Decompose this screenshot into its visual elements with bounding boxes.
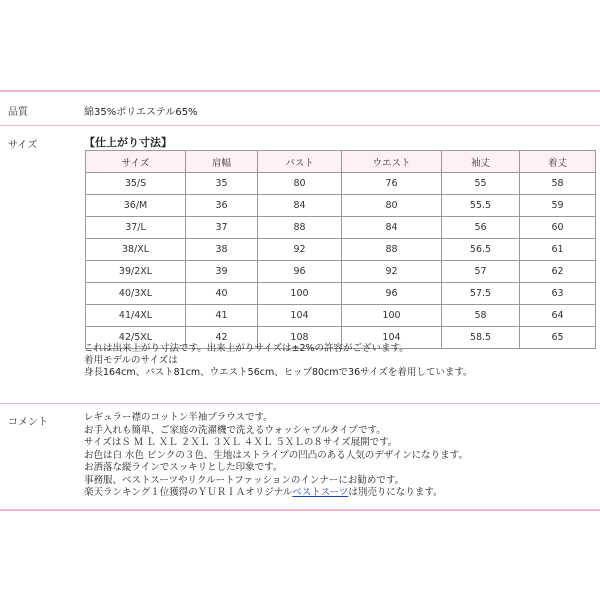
size-notes <box>84 343 473 379</box>
cell-size: 41/4XL <box>86 305 186 327</box>
comment-line: レギュラー襟のコットン半袖ブラウスです。 <box>84 412 273 423</box>
cell-waist: 88 <box>342 239 442 261</box>
col-header-sleeve: 袖丈 <box>442 151 520 173</box>
col-header-size: サイズ <box>86 151 186 173</box>
cell-sleeve: 57.5 <box>442 283 520 305</box>
size-note: 着用モデルのサイズは <box>84 355 178 366</box>
col-header-waist: ウエスト <box>342 151 442 173</box>
comment-row <box>0 404 600 511</box>
table-row <box>86 173 596 195</box>
table-row <box>86 239 596 261</box>
cell-bust: 104 <box>258 305 342 327</box>
cell-shoulder: 35 <box>186 173 258 195</box>
cell-waist: 84 <box>342 217 442 239</box>
cell-waist: 100 <box>342 305 442 327</box>
cell-length: 65 <box>520 327 596 349</box>
size-note: これは出来上がり寸法です。出来上がりサイズは±2%の許容がございます。 <box>84 343 409 354</box>
size-table-title: 【仕上がり寸法】 <box>84 136 172 149</box>
cell-size: 38/XL <box>86 239 186 261</box>
cell-sleeve: 58.5 <box>442 327 520 349</box>
cell-size: 42/5XL <box>86 327 186 349</box>
cell-length: 62 <box>520 261 596 283</box>
size-table-header-row <box>86 151 596 173</box>
table-row <box>86 261 596 283</box>
comment-line: 事務服、ベストスーツやリクルートファッションのインナーにお勧めです。 <box>84 474 405 486</box>
comment-last-prefix: 楽天ランキング１位獲得のＹＵＲＩＡオリジナル <box>84 487 293 498</box>
size-table-body <box>86 173 596 349</box>
cell-waist: 104 <box>342 327 442 349</box>
col-header-length: 着丈 <box>520 151 596 173</box>
cell-size: 36/M <box>86 195 186 217</box>
cell-bust: 108 <box>258 327 342 349</box>
cell-length: 60 <box>520 217 596 239</box>
cell-sleeve: 57 <box>442 261 520 283</box>
cell-size: 39/2XL <box>86 261 186 283</box>
comment-line: お手入れも簡単、ご家庭の洗濯機で洗えるウォッシャブルタイプです。 <box>84 424 386 436</box>
cell-bust: 84 <box>258 195 342 217</box>
cell-bust: 96 <box>258 261 342 283</box>
cell-sleeve: 56 <box>442 217 520 239</box>
best-suit-link[interactable]: ベストスーツ <box>292 487 349 498</box>
cell-waist: 92 <box>342 261 442 283</box>
cell-bust: 100 <box>258 283 342 305</box>
cell-size: 35/S <box>86 173 186 195</box>
cell-sleeve: 55 <box>442 173 520 195</box>
cell-shoulder: 41 <box>186 305 258 327</box>
cell-length: 61 <box>520 239 596 261</box>
comment-text <box>84 412 468 500</box>
size-row <box>0 126 600 404</box>
cell-waist: 76 <box>342 173 442 195</box>
table-row <box>86 305 596 327</box>
cell-shoulder: 42 <box>186 327 258 349</box>
cell-shoulder: 38 <box>186 239 258 261</box>
cell-shoulder: 36 <box>186 195 258 217</box>
comment-line-last <box>84 487 468 500</box>
cell-bust: 80 <box>258 173 342 195</box>
comment-line: お洒落な縦ラインでスッキリとした印象です。 <box>84 462 283 473</box>
material-row <box>0 92 600 126</box>
cell-shoulder: 37 <box>186 217 258 239</box>
cell-sleeve: 58 <box>442 305 520 327</box>
comment-label: コメント <box>8 417 48 428</box>
cell-length: 59 <box>520 195 596 217</box>
cell-sleeve: 55.5 <box>442 195 520 217</box>
col-header-bust: バスト <box>258 151 342 173</box>
cell-waist: 96 <box>342 283 442 305</box>
cell-shoulder: 39 <box>186 261 258 283</box>
cell-length: 64 <box>520 305 596 327</box>
size-table <box>85 150 596 349</box>
material-value: 綿35%ポリエステル65% <box>84 107 198 118</box>
cell-length: 63 <box>520 283 596 305</box>
table-row <box>86 217 596 239</box>
size-label: サイズ <box>8 140 38 151</box>
cell-bust: 88 <box>258 217 342 239</box>
cell-size: 40/3XL <box>86 283 186 305</box>
size-note: 身長164cm、バスト81cm、ウエスト56cm、ヒップ80cmで36サイズを着用しています。 <box>84 367 473 378</box>
table-row <box>86 283 596 305</box>
cell-bust: 92 <box>258 239 342 261</box>
comment-line: お色は白 水色 ピンクの３色、生地はストライプの凹凸のある人気のデザインになります。 <box>84 449 468 461</box>
comment-line: サイズはＳ Ｍ Ｌ ＸＬ ２ＸＬ ３ＸＬ ４ＸＬ ５ＸＬの８サイズ展開です。 <box>84 437 398 448</box>
product-details-panel <box>0 90 600 511</box>
comment-last-suffix: は別売りになります。 <box>348 487 443 498</box>
cell-sleeve: 56.5 <box>442 239 520 261</box>
cell-waist: 80 <box>342 195 442 217</box>
material-label: 品質 <box>8 107 28 118</box>
cell-length: 58 <box>520 173 596 195</box>
col-header-shoulder: 肩幅 <box>186 151 258 173</box>
cell-size: 37/L <box>86 217 186 239</box>
table-row <box>86 195 596 217</box>
cell-shoulder: 40 <box>186 283 258 305</box>
